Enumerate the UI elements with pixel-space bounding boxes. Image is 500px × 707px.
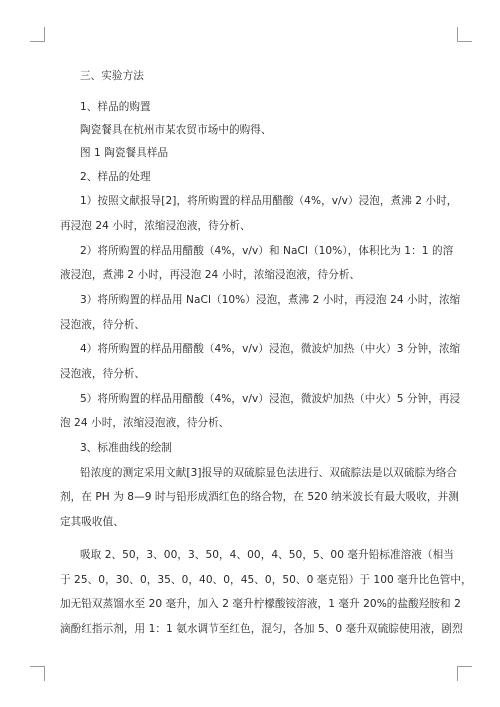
- text-line: 5）将所购置的样品用醋酸（4%，v/v）浸泡，微波炉加热（中火）5 分钟，再浸: [80, 393, 461, 405]
- text-line: 滴酚红指示剂，用 1：1 氨水调节至红色，混匀，各加 5、0 毫升双硫腙使用液，剧烈: [60, 623, 463, 635]
- text-line: 液浸泡，煮沸 2 小时，再浸泡 24 小时，浓缩浸泡液，待分析、: [60, 269, 361, 281]
- text-line: 2、样品的处理: [80, 171, 151, 183]
- text-line: 吸取 2、50，3、00，3、50，4、00，4、50，5、00 毫升铅标准溶液（相当: [80, 549, 454, 561]
- crop-mark-bottom-right: [457, 666, 472, 681]
- crop-mark-top-right: [457, 27, 472, 42]
- text-line: 3）将所购置的样品用 NaCl（10%）浸泡，煮沸 2 小时，再浸泡 24 小时，浓缩: [80, 294, 461, 306]
- text-line: 3、标准曲线的绘制: [80, 442, 172, 454]
- text-line: 图 1 陶瓷餐具样品: [80, 147, 169, 159]
- text-line: 1、样品的购置: [80, 101, 151, 113]
- text-line: 剂，在 PH 为 8—9 时与铅形成酒红色的络合物，在 520 纳米波长有最大吸收，并测: [60, 491, 459, 503]
- text-line: 再浸泡 24 小时，浓缩浸泡液，待分析、: [60, 220, 251, 232]
- text-line: 泡 24 小时，浓缩浸泡液，待分析、: [60, 417, 230, 429]
- text-line: 浸泡液，待分析、: [60, 368, 146, 380]
- text-line: 2）将所购置的样品用醋酸（4%，v/v）和 NaCl（10%），体积比为 1：1 的溶: [80, 245, 454, 257]
- text-line: 陶瓷餐具在杭州市某农贸市场中的购得、: [80, 124, 272, 136]
- crop-mark-top-left: [30, 27, 45, 42]
- text-line: 于 25、0，30、0，35、0，40、0，45、0，50、0 毫克铅）于 100 毫升比色管中，: [60, 574, 472, 586]
- text-line: 浸泡液，待分析、: [60, 319, 146, 331]
- text-line: 三、实验方法: [80, 70, 144, 82]
- text-line: 1）按照文献报导[2]，将所购置的样品用醋酸（4%，v/v）浸泡，煮沸 2 小时，: [80, 195, 458, 207]
- text-line: 4）将所购置的样品用醋酸（4%，v/v）浸泡，微波炉加热（中火）3 分钟，浓缩: [80, 343, 461, 355]
- text-line: 定其吸收值、: [60, 516, 124, 528]
- text-line: 加无铅双蒸馏水至 20 毫升，加入 2 毫升柠檬酸铵溶液，1 毫升 20%的盐酸羟胺和 2: [60, 598, 461, 610]
- text-line: 铅浓度的测定采用文献[3]报导的双硫腙显色法进行、双硫腙法是以双硫腙为络合: [80, 467, 458, 479]
- crop-mark-bottom-left: [30, 666, 45, 681]
